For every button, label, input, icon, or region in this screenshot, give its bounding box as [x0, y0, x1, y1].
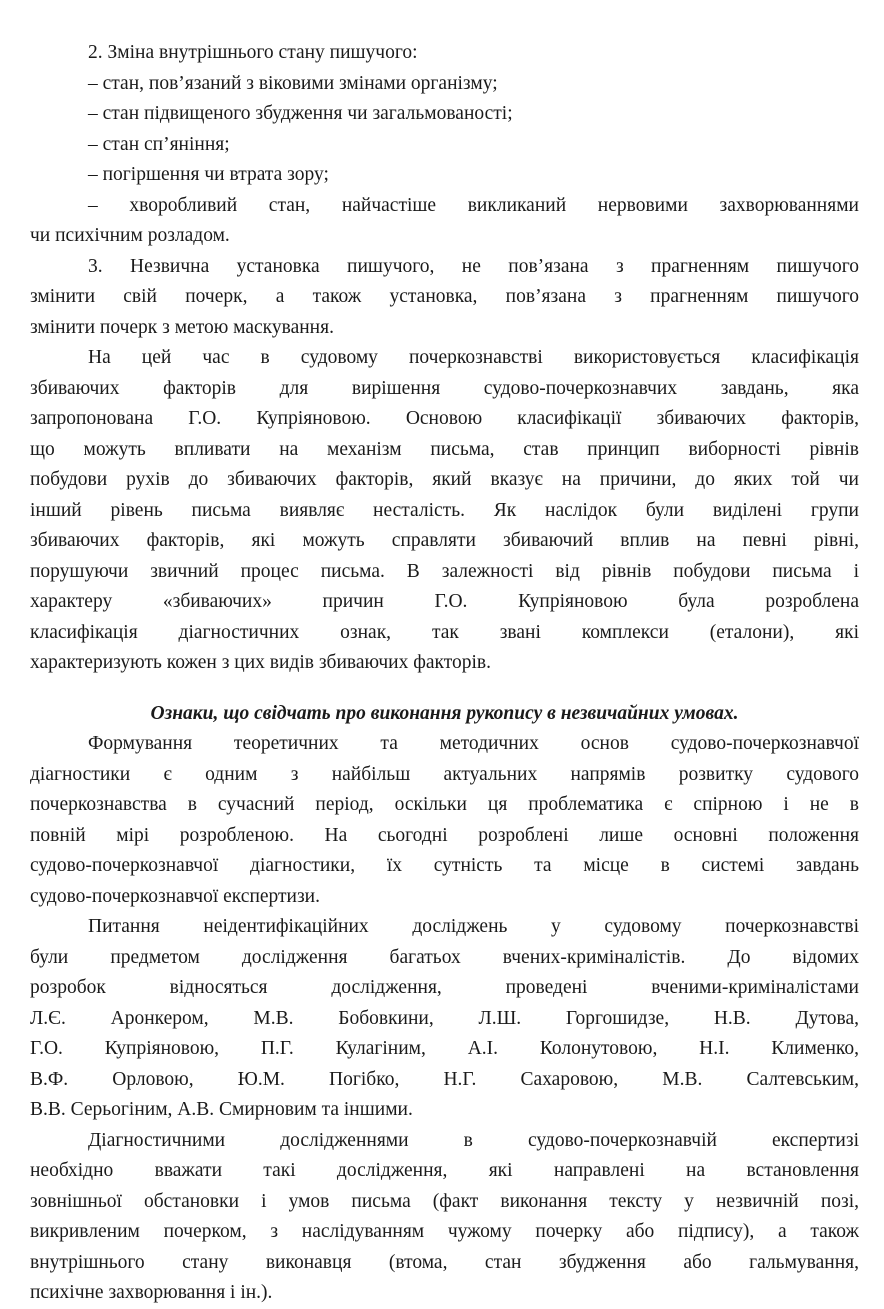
- list-item: – хворобливий стан, найчастіше викликаний нервовими захворюваннями: [88, 194, 859, 216]
- list-item: – стан, пов’язаний з віковими змінами організму;: [88, 72, 498, 94]
- paragraph-line: В.В. Серьогіним, А.В. Смирновим та іншими.: [30, 1099, 413, 1120]
- document-page: [30, 38, 859, 1309]
- paragraph-line: судово-почеркознавчої діагностики, їх сутність та місце в системі завдань: [30, 855, 859, 876]
- paragraph-line: збиваючих факторів, які можуть справляти збиваючий вплив на певні рівні,: [30, 530, 859, 551]
- paragraph-line: Питання неідентифікаційних досліджень у судовому почеркознавстві: [88, 916, 859, 937]
- paragraph-line: судово-почеркознавчої експертизи.: [30, 885, 320, 907]
- paragraph-line: змінити свій почерк, а також установка, пов’язана з прагненням пишучого: [30, 286, 859, 307]
- paragraph-line: В.Ф. Орловою, Ю.М. Погібко, Н.Г. Сахаровою, М.В. Салтевським,: [30, 1068, 859, 1090]
- paragraph-line: що можуть впливати на механізм письма, став принцип виборності рівнів: [30, 438, 859, 460]
- paragraph-line: запропонована Г.О. Купріяновою. Основою класифікації збиваючих факторів,: [30, 408, 859, 429]
- paragraph-line: зовнішньої обстановки і умов письма (факт виконання тексту у незвичній позі,: [30, 1190, 859, 1212]
- item-heading: 2. Зміна внутрішнього стану пишучого:: [88, 42, 418, 63]
- paragraph-line: характеру «збиваючих» причин Г.О. Купріяновою була розроблена: [30, 591, 859, 612]
- paragraph-line: побудови рухів до збиваючих факторів, який вказує на причини, до яких той чи: [30, 469, 859, 490]
- paragraph-line: були предметом дослідження багатьох вчених-криміналістів. До відомих: [30, 946, 859, 968]
- paragraph-line: змінити почерк з метою маскування.: [30, 316, 334, 338]
- paragraph-line: необхідно вважати такі дослідження, які направлені на встановлення: [30, 1160, 859, 1181]
- paragraph-line: характеризують кожен з цих видів збиваючих факторів.: [30, 652, 491, 673]
- paragraph-line: Діагностичними дослідженнями в судово-почеркознавчій експертизі: [88, 1129, 859, 1151]
- paragraph-line: інший рівень письма виявляє несталість. Як наслідок були виділені групи: [30, 499, 859, 521]
- paragraph-line: 3. Незвична установка пишучого, не пов’язана з прагненням пишучого: [88, 255, 859, 277]
- section-gap: [88, 679, 859, 699]
- paragraph-line: збиваючих факторів для вирішення судово-почеркознавчих завдань, яка: [30, 377, 859, 399]
- paragraph-line: розробок відносяться дослідження, проведені вченими-криміналістами: [30, 977, 859, 998]
- list-item: – стан сп’яніння;: [88, 133, 230, 155]
- paragraph-line: діагностики є одним з найбільш актуальних напрямів розвитку судового: [30, 763, 859, 785]
- list-item: – погіршення чи втрата зору;: [88, 164, 329, 185]
- paragraph-line: класифікація діагностичних ознак, так звані комплекси (еталони), які: [30, 621, 859, 643]
- paragraph-line: Формування теоретичних та методичних основ судово-почеркознавчої: [88, 733, 859, 754]
- paragraph-line: психічне захворювання і ін.).: [30, 1282, 273, 1303]
- paragraph-line: викривленим почерком, з наслідуванням чужому почерку або підпису), а також: [30, 1221, 859, 1242]
- paragraph-line: На цей час в судовому почеркознавстві використовується класифікація: [88, 347, 859, 368]
- section-heading: Ознаки, що свідчать про виконання рукопису в незвичайних умовах.: [150, 702, 739, 724]
- list-item-continuation: чи психічним розладом.: [30, 225, 230, 246]
- paragraph-line: почеркознавства в сучасний період, оскільки ця проблематика є спірною і не в: [30, 794, 859, 815]
- paragraph-line: Г.О. Купріяновою, П.Г. Кулагіним, А.І. Колонутовою, Н.І. Клименко,: [30, 1038, 859, 1059]
- paragraph-line: Л.Є. Аронкером, М.В. Бобовкини, Л.Ш. Горгошидзе, Н.В. Дутова,: [30, 1007, 859, 1029]
- paragraph-line: внутрішнього стану виконавця (втома, стан збудження або гальмування,: [30, 1251, 859, 1273]
- paragraph-line: повній мірі розробленою. На сьогодні розроблені лише основні положення: [30, 824, 859, 846]
- paragraph-line: порушуючи звичний процес письма. В залежності від рівнів побудови письма і: [30, 560, 859, 582]
- list-item: – стан підвищеного збудження чи загальмованості;: [88, 103, 513, 124]
